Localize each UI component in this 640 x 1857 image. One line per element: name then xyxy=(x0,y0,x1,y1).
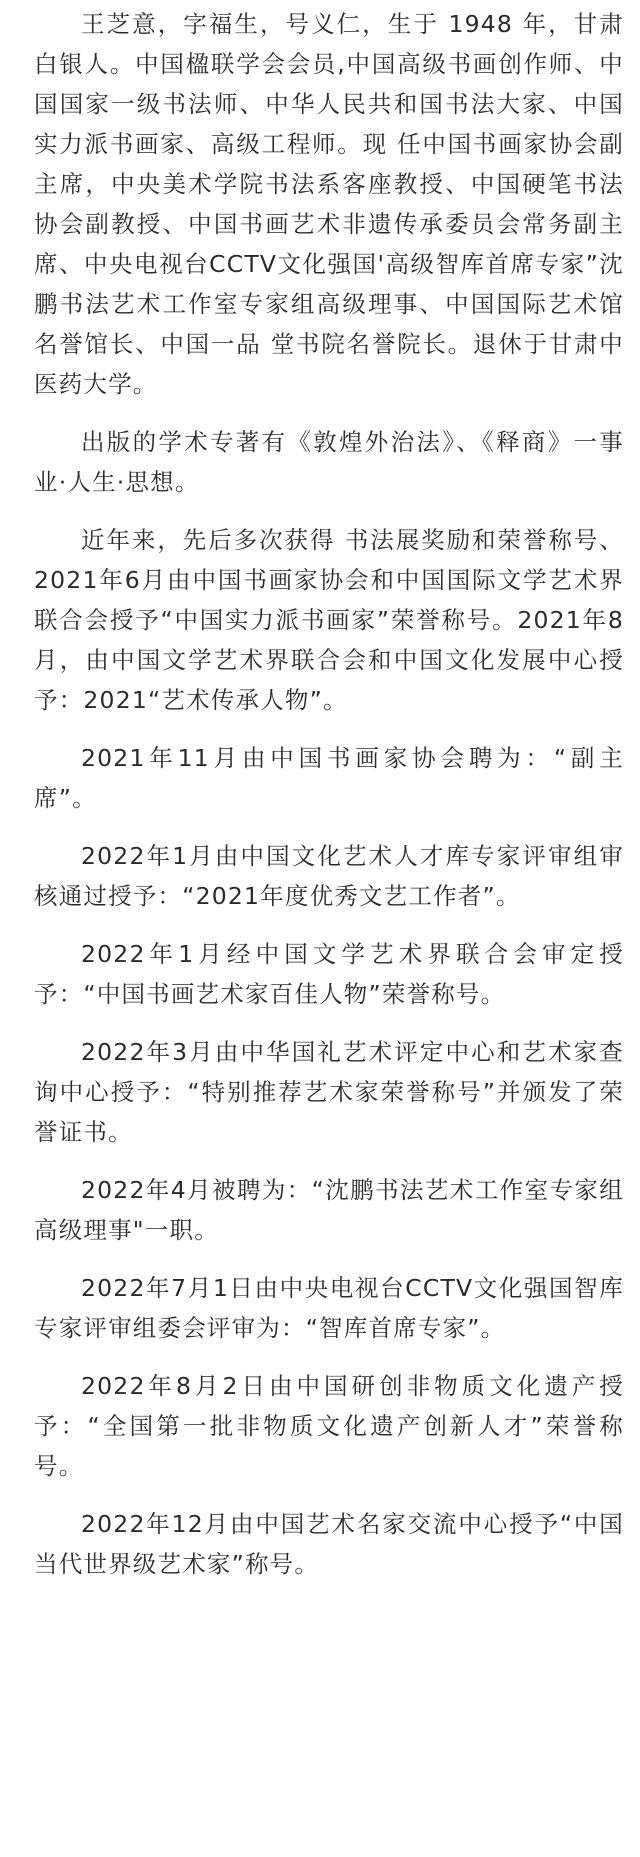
honor-2022-07-paragraph: 2022年7月1日由中央电视台CCTV文化强国智库专家评审组委会评审为：“智库首席专家”。 xyxy=(34,1274,624,1342)
honor-2022-12-paragraph: 2022年12月由中国艺术名家交流中心授予“中国当代世界级艺术家”称号。 xyxy=(34,1510,624,1578)
honor-2022-04-paragraph: 2022年4月被聘为：“沈鹏书法艺术工作室专家组高级理事"一职。 xyxy=(34,1176,624,1244)
article-body xyxy=(34,4,624,1602)
bio-paragraph: 王芝意，字福生，号义仁，生于 1948 年，甘肃白银人。中国楹联学会会员,中国高级书画创作师、中国国家一级书法师、中华人民共和国书法大家、中国实力派书画家、高级工程师。现 任中国书画家协会副主席，中央美术学院书法系客座教授、中国硬笔书法协会副教授、中国书画艺术非遗传承委员会常务副主席、中央电视台CCTV文化强国'高级智库首席专家”沈鹏书法艺术工作室专家组高级理事、中国国际艺术馆名誉馆长、中国一品 堂书院名誉院长。退休于甘肃中医药大学。 xyxy=(34,10,624,398)
honor-2022-01-a-paragraph: 2022年1月由中国文化艺术人才库专家评审组审核通过授予：“2021年度优秀文艺工作者”。 xyxy=(34,842,624,910)
honor-2021-11-paragraph: 2021年11月由中国书画家协会聘为：“副主席”。 xyxy=(34,744,624,812)
honors-paragraph: 近年来，先后多次获得 书法展奖励和荣誉称号、2021年6月由中国书画家协会和中国国际文学艺术界联合会授予“中国实力派书画家”荣誉称号。2021年8月，由中国文学艺术界联合会和中国文化发展中心授予：2021“艺术传承人物”。 xyxy=(34,526,624,714)
honor-2022-08-paragraph: 2022年8月2日由中国研创非物质文化遗产授予：“全国第一批非物质文化遗产创新人才”荣誉称号。 xyxy=(34,1372,624,1480)
honor-2022-01-b-paragraph: 2022年1月经中国文学艺术界联合会审定授予：“中国书画艺术家百佳人物”荣誉称号。 xyxy=(34,940,624,1008)
publications-paragraph: 出版的学术专著有《敦煌外治法》、《释商》一事业·人生·思想。 xyxy=(34,428,624,496)
honor-2022-03-paragraph: 2022年3月由中华国礼艺术评定中心和艺术家查询中心授予：“特别推荐艺术家荣誉称号”并颁发了荣誉证书。 xyxy=(34,1038,624,1146)
